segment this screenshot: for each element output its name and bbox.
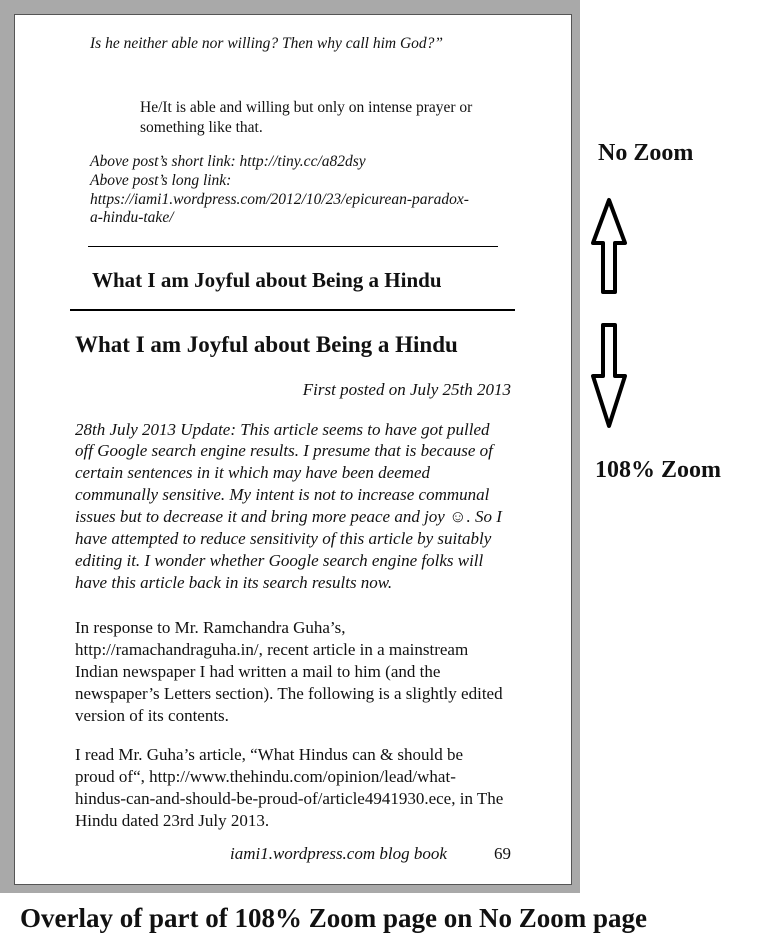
divider	[88, 246, 498, 247]
zoom-label: 108% Zoom	[595, 457, 721, 483]
update-line: have attempted to reduce sensitivity of this article by suitably	[75, 529, 492, 548]
paragraph-line: version of its contents.	[75, 706, 229, 725]
reply-line: something like that.	[140, 119, 263, 136]
page-number: 69	[494, 844, 511, 863]
link-line: a-hindu-take/	[90, 209, 174, 226]
paragraph-line: proud of“, http://www.thehindu.com/opinion/lead/what-	[75, 767, 456, 786]
link-line: https://iami1.wordpress.com/2012/10/23/epicurean-paradox-	[90, 191, 469, 208]
paragraph-line: Hindu dated 23rd July 2013.	[75, 811, 270, 830]
paragraph-line: In response to Mr. Ramchandra Guha’s,	[75, 618, 346, 637]
link-line: Above post’s short link: http://tiny.cc/a82dsy	[90, 153, 366, 170]
paragraph-line: Indian newspaper I had written a mail to him (and the	[75, 662, 441, 681]
section-heading: What I am Joyful about Being a Hindu	[75, 332, 458, 357]
reply-line: He/It is able and willing but only on intense prayer or	[140, 99, 473, 116]
up-arrow-icon	[588, 196, 630, 296]
down-arrow-icon	[588, 322, 630, 432]
update-line: have this article back in its search results now.	[75, 573, 393, 592]
update-line: off Google search engine results. I presume that is because of	[75, 441, 493, 460]
update-line: issues but to decrease it and bring more peace and joy ☺. So I	[75, 507, 502, 526]
link-line: Above post’s long link:	[90, 172, 232, 189]
section-heading: What I am Joyful about Being a Hindu	[92, 268, 442, 292]
paragraph-line: http://ramachandraguha.in/, recent article in a mainstream	[75, 640, 469, 659]
paragraph-line: hindus-can-and-should-be-proud-of/article4941930.ece, in The	[75, 789, 504, 808]
no-zoom-label: No Zoom	[598, 140, 694, 166]
quote-text: Is he neither able nor willing? Then why call him God?”	[90, 35, 444, 52]
overlay-divider	[70, 309, 515, 311]
paragraph-line: I read Mr. Guha’s article, “What Hindus can & should be	[75, 745, 464, 764]
update-line: 28th July 2013 Update: This article seems to have got pulled	[75, 420, 490, 439]
paragraph-line: newspaper’s Letters section). The following is a slightly edited	[75, 684, 503, 703]
update-line: communally sensitive. My intent is not to increase communal	[75, 485, 490, 504]
update-line: certain sentences in it which may have been deemed	[75, 463, 430, 482]
caption: Overlay of part of 108% Zoom page on No Zoom page	[20, 903, 647, 933]
footer-title: iami1.wordpress.com blog book	[230, 844, 447, 863]
update-line: editing it. I wonder whether Google search engine folks will	[75, 551, 484, 570]
first-posted: First posted on July 25th 2013	[302, 380, 511, 399]
